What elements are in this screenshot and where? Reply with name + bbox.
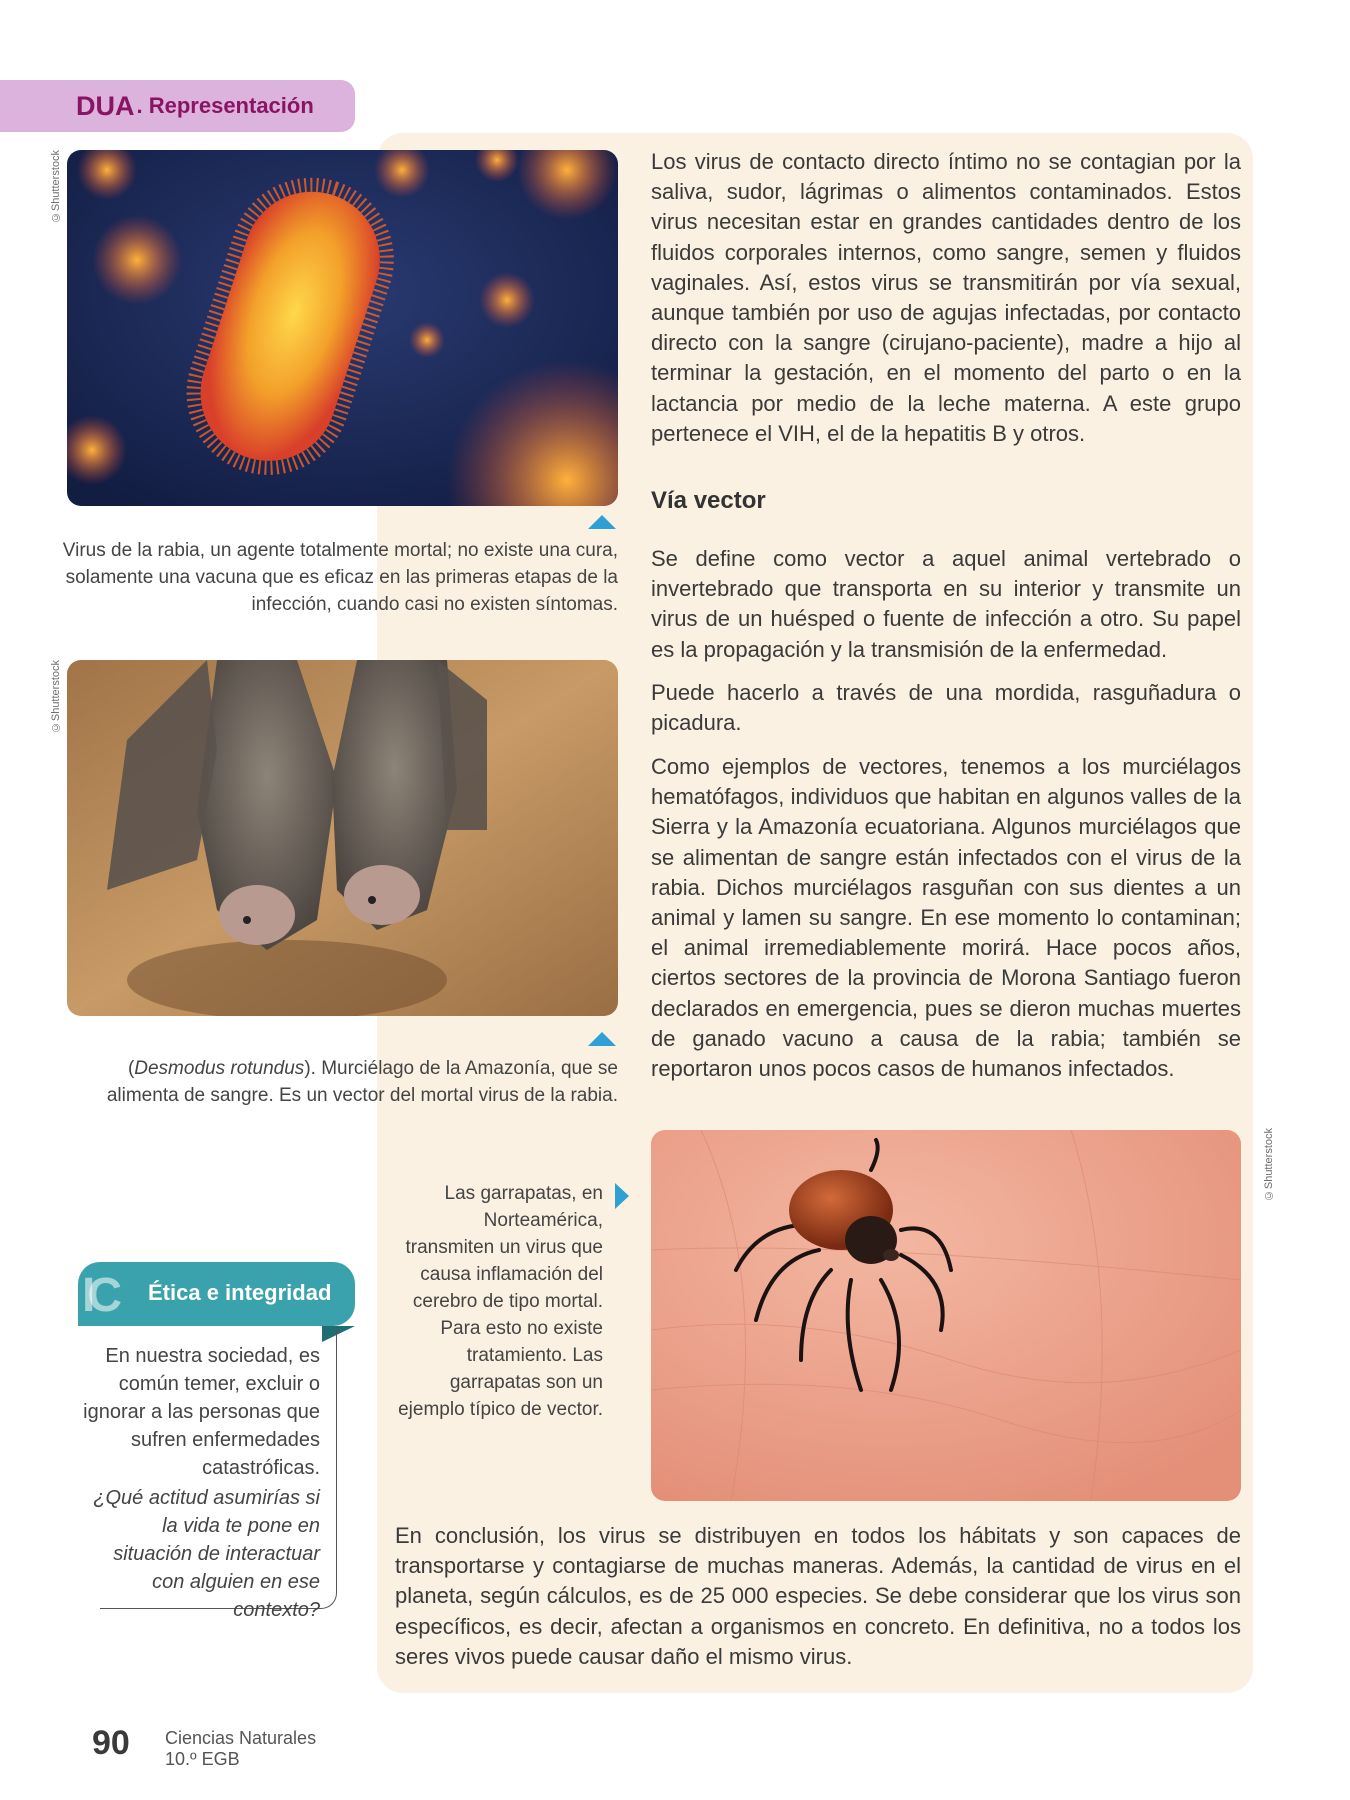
caption-pointer-tick: [615, 1183, 629, 1209]
section-heading-via-vector: Vía vector: [651, 487, 766, 514]
rabies-caption: Virus de la rabia, un agente totalmente mortal; no existe una cura, solamente una vacuna que es eficaz en las primeras etapas de la infección, cuando casi no existen síntomas.: [62, 540, 618, 615]
etica-header: [78, 1262, 355, 1326]
footer-grade: 10.º EGB: [165, 1749, 240, 1769]
footer-subject: Ciencias Naturales: [165, 1728, 317, 1748]
tick-caption: Las garrapatas, en Norteamérica, transmiten un virus que causa inflamación del cerebro de tipo mortal. Para esto no existe tratamiento. Las garrapatas son un ejemplo típico de vector.: [398, 1183, 603, 1420]
page-number: 90: [92, 1724, 130, 1762]
etica-question: ¿Qué actitud asumirías si la vida te pone en situación de interactuar con alguien en ese contexto?: [93, 1487, 320, 1621]
ic-logo-icon: IC: [82, 1269, 114, 1322]
bat-species-name: Desmodus rotundus: [134, 1058, 305, 1079]
dua-label: DUA: [76, 90, 135, 121]
tick-photo: [651, 1130, 1241, 1501]
vampire-bat-photo: [67, 660, 618, 1016]
paragraph-transmission-modes: Puede hacerlo a través de una mordida, rasguñadura o picadura.: [651, 680, 1241, 736]
bat-caption-text: ). Murciélago de la Amazonía, que se alimenta de sangre. Es un vector del mortal virus de la rabia.: [106, 1058, 618, 1106]
etica-text: En nuestra sociedad, es común temer, excluir o ignorar a las personas que sufren enfermedades catastróficas.: [83, 1345, 320, 1479]
photo-credit-tick: ©Shutterstock: [1263, 1128, 1275, 1202]
photo-credit-virus: ©Shutterstock: [50, 150, 62, 224]
paragraph-conclusion: En conclusión, los virus se distribuyen en todos los hábitats y son capaces de transportarse y contagiarse de muchas maneras. Además, la cantidad de virus en el planeta, según cálculos, es de 25 000 especies. Se debe considerar que los virus son específicos, es decir, afectan a organismos en concreto. En definitiva, no a todos los seres vivos puede causar daño el mismo virus.: [395, 1523, 1241, 1669]
dua-header-tab: [0, 80, 355, 132]
etica-title: Ética e integridad: [148, 1280, 332, 1305]
paragraph-vector-definition: Se define como vector a aquel animal vertebrado o invertebrado que transporta en su interior y transmite un virus de un huésped o fuente de infección a otro. Su papel es la propagación y la transmisión de la enfermedad.: [651, 546, 1241, 662]
paragraph-bat-examples: Como ejemplos de vectores, tenemos a los murciélagos hematófagos, individuos que habitan en algunos valles de la Sierra y la Amazonía ecuatoriana. Algunos murciélagos que se alimentan de sangre están infectados con el virus de la rabia. Dichos murciélagos rasguñan con sus dientes a un animal y lamen su sangre. En ese momento lo contaminan; el animal irremediablemente morirá. Hace pocos años, ciertos sectores de la provincia de Morona Santiago fueron declarados en emergencia, pues se dieron muchas muertes de ganado vacuno a causa de la rabia; también se reportaron unos pocos casos de humanos infectados.: [651, 754, 1241, 1082]
representacion-label: . Representación: [136, 93, 314, 118]
bat-caption: (Desmodus rotundus). Murciélago de la Amazonía, que se alimenta de sangre. Es un vector del mortal virus de la rabia.: [106, 1058, 618, 1106]
caption-pointer-bat: [588, 1032, 616, 1046]
paragraph-contacto-intimo: Los virus de contacto directo íntimo no se contagian por la saliva, sudor, lágrimas o alimentos contaminados. Estos virus necesitan estar en grandes cantidades dentro de los fluidos corporales internos, como sangre, semen y fluidos vaginales. Así, estos virus se transmitirán por vía sexual, aunque también por uso de agujas infectadas, por contacto directo con la sangre (cirujano-paciente), madre a hijo al terminar la gestación, en el momento del parto o en la lactancia por medio de la leche materna. A este grupo pertenece el VIH, el de la hepatitis B y otros.: [651, 149, 1241, 446]
photo-credit-bat: ©Shutterstock: [50, 660, 62, 734]
caption-pointer-virus: [588, 515, 616, 529]
rabies-virus-photo: [67, 150, 618, 506]
